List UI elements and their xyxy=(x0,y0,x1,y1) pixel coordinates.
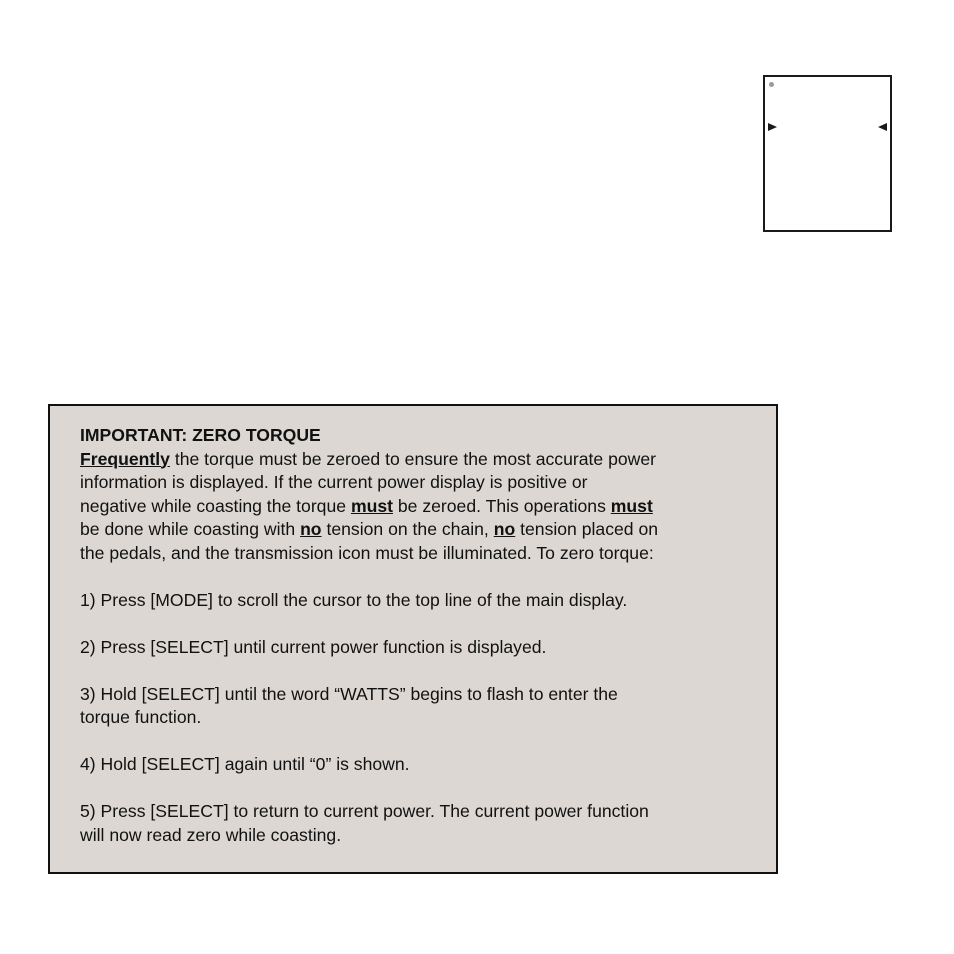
spacer xyxy=(80,777,776,801)
step-3: 3) Hold [SELECT] until the word “WATTS” begins to flash to enter the xyxy=(80,683,618,704)
step-1: 1) Press [MODE] to scroll the cursor to the top line of the main display. xyxy=(80,589,628,610)
spacer xyxy=(80,612,776,636)
step-5-continued: will now read zero while coasting. xyxy=(80,824,342,845)
spacer xyxy=(80,659,776,683)
notice-title: IMPORTANT: ZERO TORQUE xyxy=(80,425,321,445)
intro-text: the torque must be zeroed to ensure the most accurate power xyxy=(169,448,656,469)
emphasis-no: no xyxy=(300,519,322,539)
emphasis-must: must xyxy=(610,495,653,516)
emphasis-no: no xyxy=(493,519,516,539)
intro-line-1 xyxy=(80,448,776,472)
step-3-continued: torque function. xyxy=(80,707,202,727)
emphasis-frequently: Frequently xyxy=(80,448,170,469)
indicator-dot-icon xyxy=(769,82,774,87)
cursor-left-arrow-icon xyxy=(878,123,887,131)
intro-text: tension placed on xyxy=(515,519,659,539)
intro-line-3 xyxy=(80,495,776,519)
intro-text: tension on the chain, xyxy=(321,519,494,539)
spacer xyxy=(80,565,776,589)
step-2: 2) Press [SELECT] until current power function is displayed. xyxy=(80,636,547,657)
step-5: 5) Press [SELECT] to return to current power. The current power function xyxy=(80,801,649,821)
intro-line-4 xyxy=(80,518,776,542)
spacer xyxy=(80,730,776,754)
intro-line-2: information is displayed. If the current power display is positive or xyxy=(80,472,588,492)
step-4: 4) Hold [SELECT] again until “0” is shown. xyxy=(80,754,410,774)
emphasis-must: must xyxy=(350,495,393,516)
intro-text: negative while coasting the torque xyxy=(80,495,351,516)
intro-line-5: the pedals, and the transmission icon must be illuminated. To zero torque: xyxy=(80,542,654,563)
display-illustration xyxy=(763,75,892,232)
cursor-right-arrow-icon xyxy=(768,123,777,131)
intro-text: be done while coasting with xyxy=(80,519,301,539)
zero-torque-notice xyxy=(48,404,778,874)
intro-text: be zeroed. This operations xyxy=(392,495,611,516)
